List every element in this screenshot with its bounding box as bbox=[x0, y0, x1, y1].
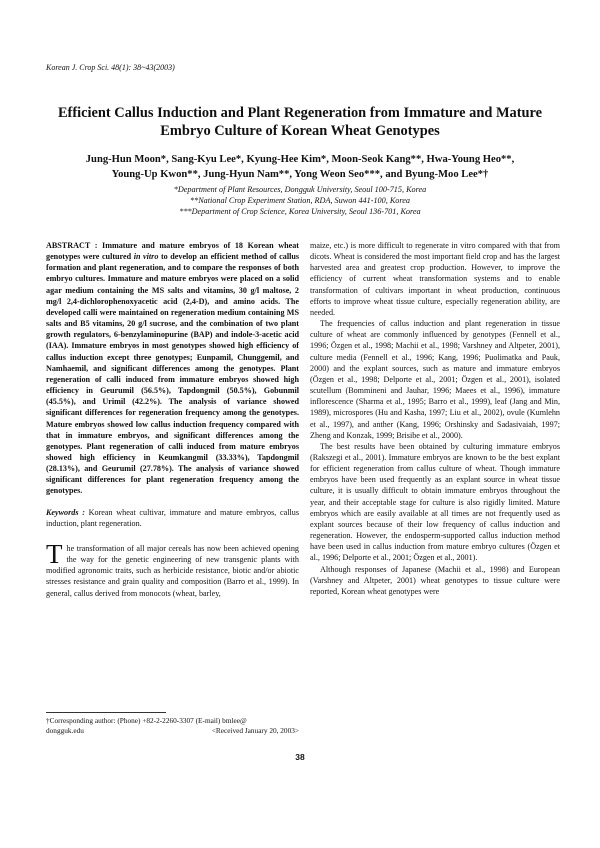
keywords-label: Keywords : bbox=[46, 507, 85, 517]
authors-line-2: Young-Up Kwon**, Jung-Hyun Nam**, Yong Weon Seo***, and Byung-Moo Lee*† bbox=[111, 169, 489, 180]
abstract bbox=[46, 240, 299, 497]
paper-title bbox=[40, 104, 560, 140]
page-number: 38 bbox=[295, 752, 305, 762]
keywords-text: Korean wheat cultivar, immature and mature embryos, callus induction, plant regeneration. bbox=[46, 507, 299, 528]
keywords bbox=[46, 507, 299, 529]
title-line-2: Embryo Culture of Korean Wheat Genotypes bbox=[160, 123, 440, 139]
abstract-label: ABSTRACT : bbox=[46, 241, 98, 250]
affiliation-3: ***Department of Crop Science, Korea University, Seoul 136-701, Korea bbox=[179, 207, 421, 216]
affiliation-1: *Department of Plant Resources, Dongguk University, Seoul 100-715, Korea bbox=[173, 185, 427, 194]
received-date: <Received January 20, 2003> bbox=[211, 726, 299, 735]
abstract-text-a: Immature and mature embryos of 18 Korean wheat genotypes were cultured bbox=[46, 241, 299, 262]
introduction bbox=[46, 538, 299, 599]
right-column bbox=[310, 240, 560, 597]
footnote-divider bbox=[46, 712, 166, 713]
footnote-email-domain: dongguk.edu bbox=[46, 726, 84, 735]
left-column bbox=[46, 240, 299, 599]
title-line-1: Efficient Callus Induction and Plant Regeneration from Immature and Mature bbox=[57, 105, 543, 121]
body-paragraph-4: Although responses of Japanese (Machii et al., 1998) and European (Varshney and Altpeter, 2001) wheat genotypes to tissue culture were reported, Korean wheat genotypes were bbox=[310, 564, 560, 596]
corresponding-author-footnote bbox=[46, 716, 299, 736]
body-paragraph-1: maize, etc.) is more difficult to regenerate in vitro compared with that from dicots. Wheat is considered the most important field crop and has the largest harvested area and greatest crop production. However, to improve the efficiency of current wheat transformation systems and to enable transformation of cultivars important in wheat production, continuous efforts to improve wheat tissue culture, especially regeneration ability, are needed. bbox=[310, 241, 560, 317]
body-paragraph-3: The best results have been obtained by culturing immature embryos (Rakszegi et al., 2001). Immature embryos are known to be the best explant for efficient regeneration from callus culture of wheat. Though immature embryos have been used frequently as an explant source in wheat tissue culture, it is usually difficult to obtain immature embryos throughout the year, and their acceptable stage for culture is also rigidly limited. Mature embryos which are easily available at all times are not frequently used as explant sources because of their low frequency of callus induction and regeneration. However, the endosperm-supported callus induction method have been used in callus induction from mature embryo cultures (Özgen et al., 1996; Delporte et al., 2001; Özgen et al., 2001). bbox=[310, 441, 560, 563]
author-list bbox=[60, 152, 540, 182]
abstract-in-vitro: in vitro bbox=[133, 252, 159, 262]
affiliations bbox=[60, 184, 540, 217]
body-paragraph-2: The frequencies of callus induction and plant regeneration in tissue culture of wheat are commonly influenced by genotypes (Fennell et al., 1996; Özgen et al., 1998; Machii et al., 1998; Varshney and Altpeter, 2001), culture media (Fennell et al., 1996; Kang, 1996; Puolimatka and Pauk, 2000) and the explant sources, such as mature and immature embryos (Özgen et al., 1998; Delporte et al., 2001; Özgen et al., 2001), isolated scutellum (Bommineni and Jauhar, 1996; Maees et al., 1996), immature inflorescence (Sharma et al., 1995; Barro et al., 1999), leaf (Jang and Min, 1989), microspores (Hu and Kasha, 1997; Liu et al., 2002), ovule (Kumlehn et al., 1997), and anther (Kang, 1996; Orshinsky and Sadasivaiah, 1997; Zheng and Konzak, 1999; Brisibe et al., 2000). bbox=[310, 319, 560, 440]
abstract-text-b: to develop an efficient method of callus formation and plant regeneration, and to compare the responses of both embryo cultures. Immature and mature embryos were placed on a solid agar medium containing the MS salts and vitamins, 30 g/l maltose, 2 mg/l 2,4-dichlorophenoxyacetic acid (2,4-D), and amino acids. The developed calli were maintained on regeneration medium containing MS salts and B5 vitamins, 20 g/l sucrose, and the combination of two plant growth regulators, 6-benzylaminopurine (BAP) and indole-3-acetic acid (IAA). Immature embryos in most genotypes showed high efficiency of callus induction except three genotypes; Eunpamil, Chunggemil, and Namhaemil, and significant differences among the genotypes. Plant regeneration of calli induced from immature embryos showed high efficiency in Geurumil (56.5%), Tapdongmil (50.5%), Gobunmil (45.5%), and Urimil (42.2%). The analysis of variance showed significant differences for regeneration frequency among the genotypes. Mature embryos showed low callus induction frequency compared with that in immature embryos, and significant differences among the genotypes. Plant regeneration of calli induced from mature embryos showed high efficiency in Keumkangmil (33.33%), Tapdongmil (28.13%), and Geurumil (27.78%). The analysis of variance showed significant differences for plant regeneration frequency among the genotypes. bbox=[46, 252, 300, 496]
journal-citation: Korean J. Crop Sci. 48(1): 38~43(2003) bbox=[46, 63, 175, 72]
intro-paragraph: he transformation of all major cereals has now been achieved opening the way for the genetic engineering of new transgenic plants with modified agronomic traits, such as herbicide resistance, biotic and/or abiotic stresses resistance and grain quality and composition (Barro et al., 1999). In general, callus derived from monocots (wheat, barley, bbox=[46, 543, 299, 598]
footnote-line-1: †Corresponding author: (Phone) +82-2-2260-3307 (E-mail) bmlee@ bbox=[46, 716, 247, 725]
authors-line-1: Jung-Hun Moon*, Sang-Kyu Lee*, Kyung-Hee Kim*, Moon-Seok Kang**, Hwa-Young Heo**, bbox=[85, 154, 515, 165]
drop-cap: T bbox=[46, 538, 63, 569]
footnote-line-2 bbox=[46, 726, 299, 736]
affiliation-2: **National Crop Experiment Station, RDA, Suwon 441-100, Korea bbox=[190, 196, 410, 205]
